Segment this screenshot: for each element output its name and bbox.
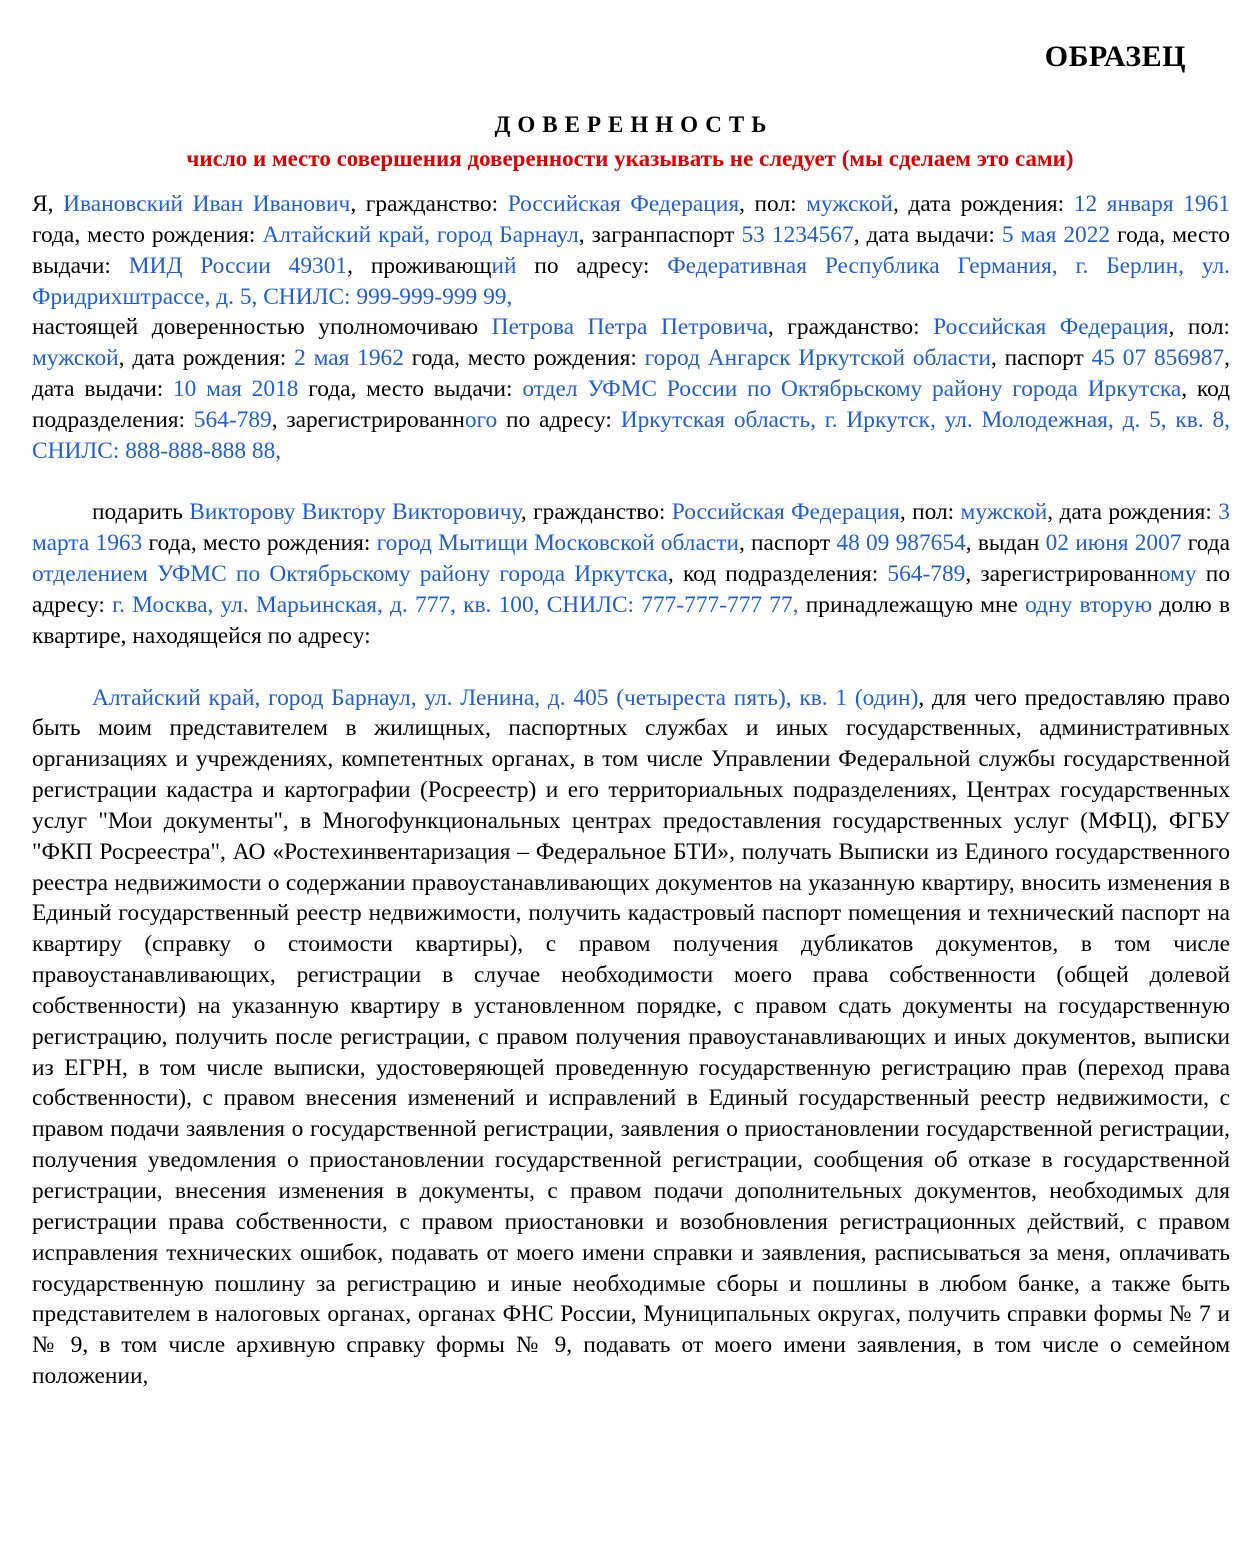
text-fragment: года, место выдачи: [298, 376, 523, 403]
instruction-note: число и место совершения доверенности указывать не следует (мы сделаем это сами) [186, 146, 1074, 171]
text-fragment: по адресу: [497, 406, 621, 433]
donee-name: Викторову Виктору Викторовичу [189, 499, 521, 526]
attorney-sex: мужской [32, 345, 119, 372]
text-fragment: года, место рождения: [32, 221, 263, 248]
principal-birth-date: 12 января 1961 [1073, 191, 1231, 217]
text-fragment: , загранпаспорт [578, 221, 742, 248]
text-fragment: , зарегистрированн [965, 561, 1159, 588]
text-fragment: настоящей доверенностью уполномочиваю [32, 314, 492, 341]
text-fragment: , дата выдачи: [853, 221, 1002, 248]
donee-citizenship: Российская Федерация [671, 499, 900, 526]
donee-share: одну вторую [1025, 591, 1153, 618]
text-fragment: , пол: [739, 191, 807, 217]
attorney-paragraph [32, 312, 1230, 466]
principal-citizenship: Российская Федерация [507, 191, 740, 217]
donee-paragraph [32, 497, 1230, 651]
donee-passport: 48 09 987654 [836, 530, 966, 557]
principal-passport: 53 1234567 [741, 221, 854, 248]
text-fragment: принадлежащую мне [798, 591, 1026, 618]
principal-residing-suffix: ий [491, 252, 517, 279]
text-fragment: , гражданство: [520, 499, 672, 526]
powers-paragraph [32, 683, 1230, 1392]
text-fragment: , код подразделения: [667, 561, 888, 588]
text-fragment: , пол: [1168, 314, 1230, 341]
text-fragment: , дата рождения: [118, 345, 295, 372]
text-fragment: года [1181, 530, 1231, 557]
text-fragment: , выдан [965, 530, 1046, 557]
donee-code: 564-789 [887, 561, 966, 588]
donee-issue-date: 02 июня 2007 [1045, 530, 1182, 557]
text-fragment: , пол: [899, 499, 961, 526]
principal-address: Федеративная Республика Германия, г. Берлин, ул. Фридрихштрассе, д. 5, СНИЛС: 999-999-999 99, [32, 252, 1230, 310]
text-fragment: , зарегистрированн [271, 406, 465, 433]
attorney-citizenship: Российская Федерация [933, 314, 1169, 341]
text-fragment: долю в квартире, находящейся по адресу: [32, 591, 1230, 649]
text-fragment: подарить [92, 499, 190, 526]
donee-sex: мужской [960, 499, 1048, 526]
principal-paragraph [32, 189, 1230, 312]
text-fragment: , паспорт [991, 345, 1092, 372]
document-body [32, 189, 1230, 1392]
donee-registered-suffix: ому [1158, 561, 1197, 588]
text-fragment: , проживающ [347, 252, 492, 279]
principal-sex: мужской [806, 191, 893, 217]
attorney-registered-suffix: ого [464, 406, 498, 433]
principal-issue-place: МИД России 49301 [128, 252, 348, 279]
donee-birthplace: город Мытищи Московской области [376, 530, 739, 557]
text-fragment: года, место рождения: [403, 345, 645, 372]
donee-address: г. Москва, ул. Марьинская, д. 777, кв. 100, СНИЛС: 777-777-777 77, [112, 591, 799, 618]
attorney-birth-date: 2 мая 1962 [294, 345, 404, 372]
text-fragment: года, место выдачи: [32, 221, 1230, 279]
attorney-issue-place: отдел УФМС России по Октябрьскому району города Иркутска [522, 376, 1182, 403]
document-title: ДОВЕРЕННОСТЬ [494, 112, 774, 137]
text-fragment: Я, [32, 191, 64, 217]
powers-text: , для чего предоставляю право быть моим представителем в жилищных, паспортных службах и иных государственных, административных организациях и учреждениях, компетентных органах, в том числе Управлении Федеральной службы государственной регистрации кадастра и картографии (Росреестр) и его территориальных подразделениях, Центрах государственных услуг "Мои документы", в Многофункциональных центрах предоставления государственных услуг (МФЦ), ФГБУ "ФКП Росреестра", АО «Ростехинвентаризация – Федеральное БТИ», получать Выписки из Единого государственного реестра недвижимости о содержании правоустанавливающих документов на указанную квартиру, вносить изменения в Единый государственный реестр недвижимости, получить кадастровый паспорт помещения и технический паспорт на квартиру (справку о стоимости квартиры), с правом получения дубликатов документов, в том числе правоустанавливающих, регистрации в случае необходимости моего права собственности (общей долевой собственности) на указанную квартиру в установленном порядке, с правом сдать документы на государственную регистрацию, получить после регистрации, с правом получения правоустанавливающих и иных документов, выписки из ЕГРН, в том числе выписки, удостоверяющей проведенную государственную регистрацию прав (переход права собственности), с правом внесения изменений и исправлений в Единый государственный реестр недвижимости, с правом подачи заявления о государственной регистрации, заявления о приостановлении государственной регистрации, получения уведомления о приостановлении государственной регистрации, сообщения об отказе в государственной регистрации, внесения изменения в документы, с правом подачи дополнительных документов, необходимых для регистрации права собственности, с правом приостановки и возобновления регистрационных действий, с правом исправления технических ошибок, подавать от моего имени справки и заявления, расписываться за меня, оплачивать государственную пошлину за регистрацию и иные необходимые сборы и пошлины в любом банке, а также быть представителем в налоговых органах, органах ФНС России, Муниципальных округах, получить справки формы № 7 и № 9, в том числе архивную справку формы № 9, подавать от моего имени заявления, в том числе о семейном положении, [32, 684, 1230, 1390]
text-fragment: , код подразделения: [32, 376, 1231, 433]
donee-birth-date: 3 марта 1963 [32, 499, 1230, 557]
text-fragment: по адресу: [32, 561, 1231, 618]
attorney-birthplace: город Ангарск Иркутской области [644, 345, 991, 372]
text-fragment: , дата выдачи: [32, 345, 1230, 403]
attorney-address: Иркутская область, г. Иркутск, ул. Молодежная, д. 5, кв. 8, СНИЛС: 888-888-888 88, [32, 406, 1230, 464]
sample-stamp: ОБРАЗЕЦ [1044, 40, 1186, 73]
attorney-passport: 45 07 856987 [1091, 345, 1225, 372]
text-fragment: , дата рождения: [1047, 499, 1219, 526]
principal-issue-date: 5 мая 2022 [1001, 221, 1111, 248]
text-fragment: , гражданство: [767, 314, 934, 341]
text-fragment: по адресу: [516, 252, 668, 279]
text-fragment: , дата рождения: [892, 191, 1074, 217]
property-address: Алтайский край, город Барнаул, ул. Ленина, д. 405 (четыреста пять), кв. 1 (один) [92, 684, 919, 711]
principal-name: Ивановский Иван Иванович [63, 191, 351, 217]
text-fragment: , паспорт [738, 530, 837, 557]
attorney-name: Петрова Петра Петровича [491, 314, 768, 341]
attorney-code: 564-789 [193, 406, 272, 433]
attorney-issue-date: 10 мая 2018 [172, 376, 299, 403]
text-fragment: года, место рождения: [142, 530, 377, 557]
donee-issue-place: отделением УФМС по Октябрьскому району города Иркутска [32, 561, 668, 588]
principal-birthplace: Алтайский край, город Барнаул [262, 221, 579, 248]
text-fragment: , гражданство: [350, 191, 508, 217]
